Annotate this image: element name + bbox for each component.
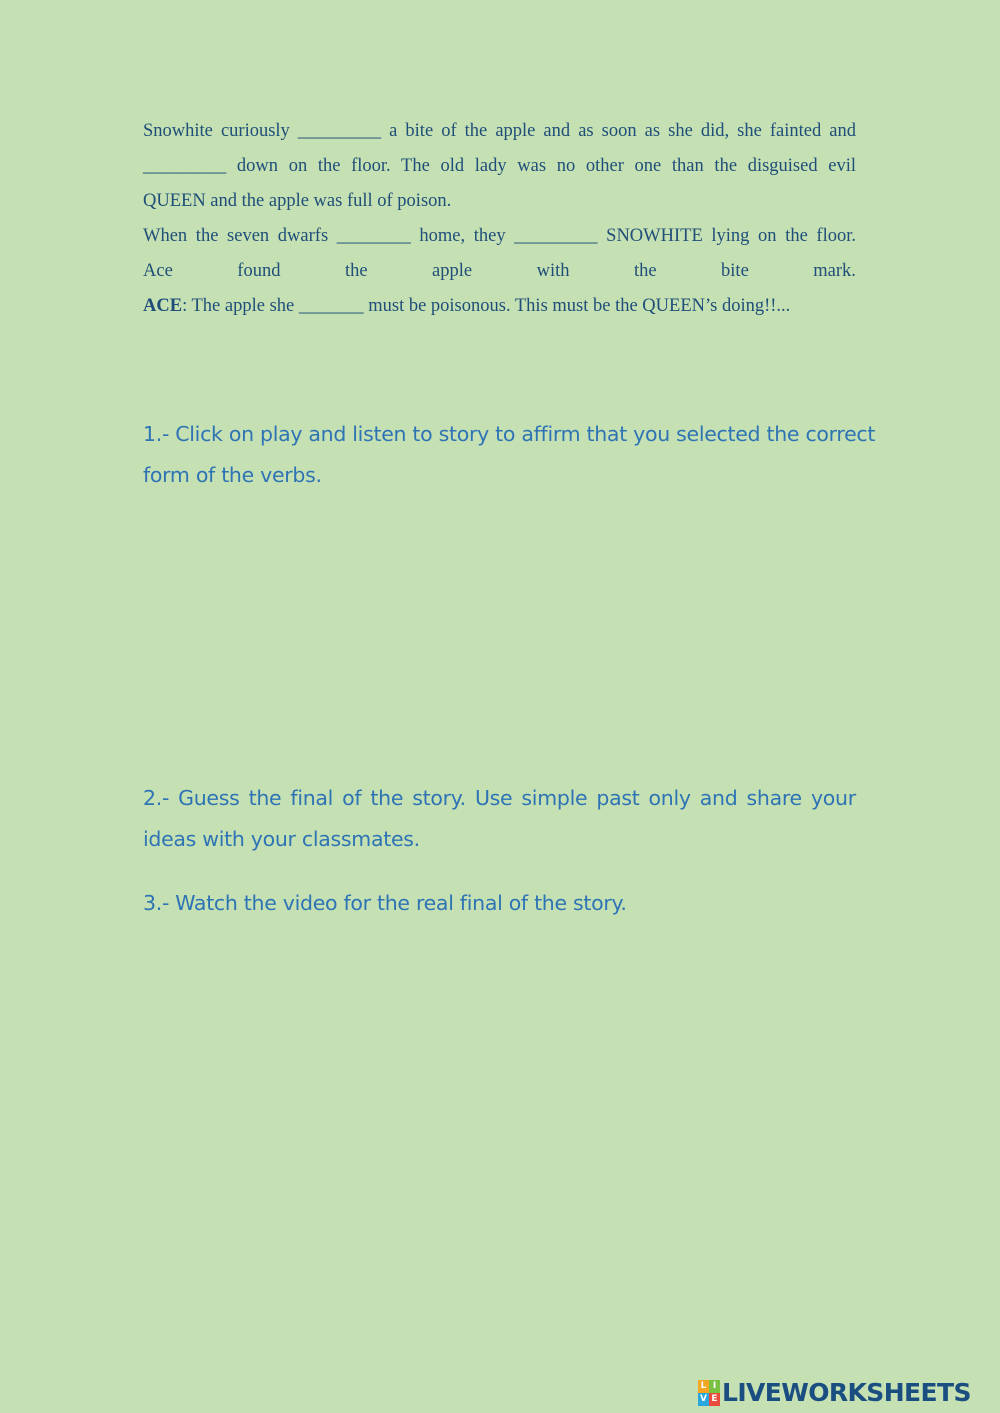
story-line-1: Snowhite curiously _________ a bite of the apple and as soon as she did, she fainted and: [143, 121, 856, 141]
story-line-5-word: bite: [721, 261, 749, 281]
live-logo-icon: [698, 1380, 720, 1406]
instruction-2-word: Use: [474, 786, 513, 810]
story-line-5-word: with: [536, 261, 570, 281]
story-line-2: _________ down on the floor. The old lady was no other one than the disguised evil: [143, 156, 856, 176]
instruction-2-word: of: [342, 786, 362, 810]
instruction-1-line-2: form of the verbs.: [143, 463, 322, 487]
story-line-5-word: found: [237, 261, 281, 281]
logo-tile-v: V: [698, 1393, 709, 1406]
instruction-2-word: the: [370, 786, 404, 810]
story-line-5-word: mark.: [813, 261, 856, 281]
instruction-1: [143, 414, 876, 496]
instruction-2: [143, 778, 856, 860]
instruction-2-word: Guess: [178, 786, 240, 810]
story-text: [143, 114, 856, 324]
speaker-text: : The apple she _______ must be poisonous. This must be the QUEEN’s doing!!...: [182, 296, 791, 316]
instruction-2-word: the: [248, 786, 282, 810]
story-line-3: QUEEN and the apple was full of poison.: [143, 191, 452, 211]
instruction-2-line-1: [143, 778, 856, 819]
story-line-4: When the seven dwarfs ________ home, they _________ SNOWHITE lying on the floor.: [143, 226, 856, 246]
instruction-2-line-2: ideas with your classmates.: [143, 827, 420, 851]
story-line-5-word: the: [344, 261, 368, 281]
instruction-3-line: 3.- Watch the video for the real final of the story.: [143, 891, 627, 915]
story-line-5-word: the: [633, 261, 657, 281]
instruction-2-word: your: [810, 786, 856, 810]
instruction-3: [143, 883, 856, 924]
instruction-2-word: past: [596, 786, 640, 810]
liveworksheets-logo: [698, 1378, 971, 1408]
story-line-5-word: Ace: [143, 261, 173, 281]
instruction-1-line-1: 1.- Click on play and listen to story to affirm that you selected the correct: [143, 422, 876, 446]
logo-tile-l: L: [698, 1380, 709, 1393]
instruction-2-word: simple: [521, 786, 588, 810]
logo-tile-e: E: [709, 1393, 720, 1406]
logo-tile-i: I: [709, 1380, 720, 1393]
story-line-5: [143, 254, 856, 289]
instruction-2-word: only: [648, 786, 691, 810]
instruction-2-word: final: [290, 786, 334, 810]
story-line-5-word: apple: [432, 261, 473, 281]
instruction-2-word: and: [699, 786, 738, 810]
speaker-name: ACE: [143, 296, 183, 316]
logo-text: LIVEWORKSHEETS: [722, 1378, 971, 1407]
instruction-2-word: story.: [412, 786, 466, 810]
instruction-2-word: share: [746, 786, 802, 810]
story-line-6: [143, 289, 856, 324]
instruction-2-word: 2.-: [143, 786, 170, 810]
